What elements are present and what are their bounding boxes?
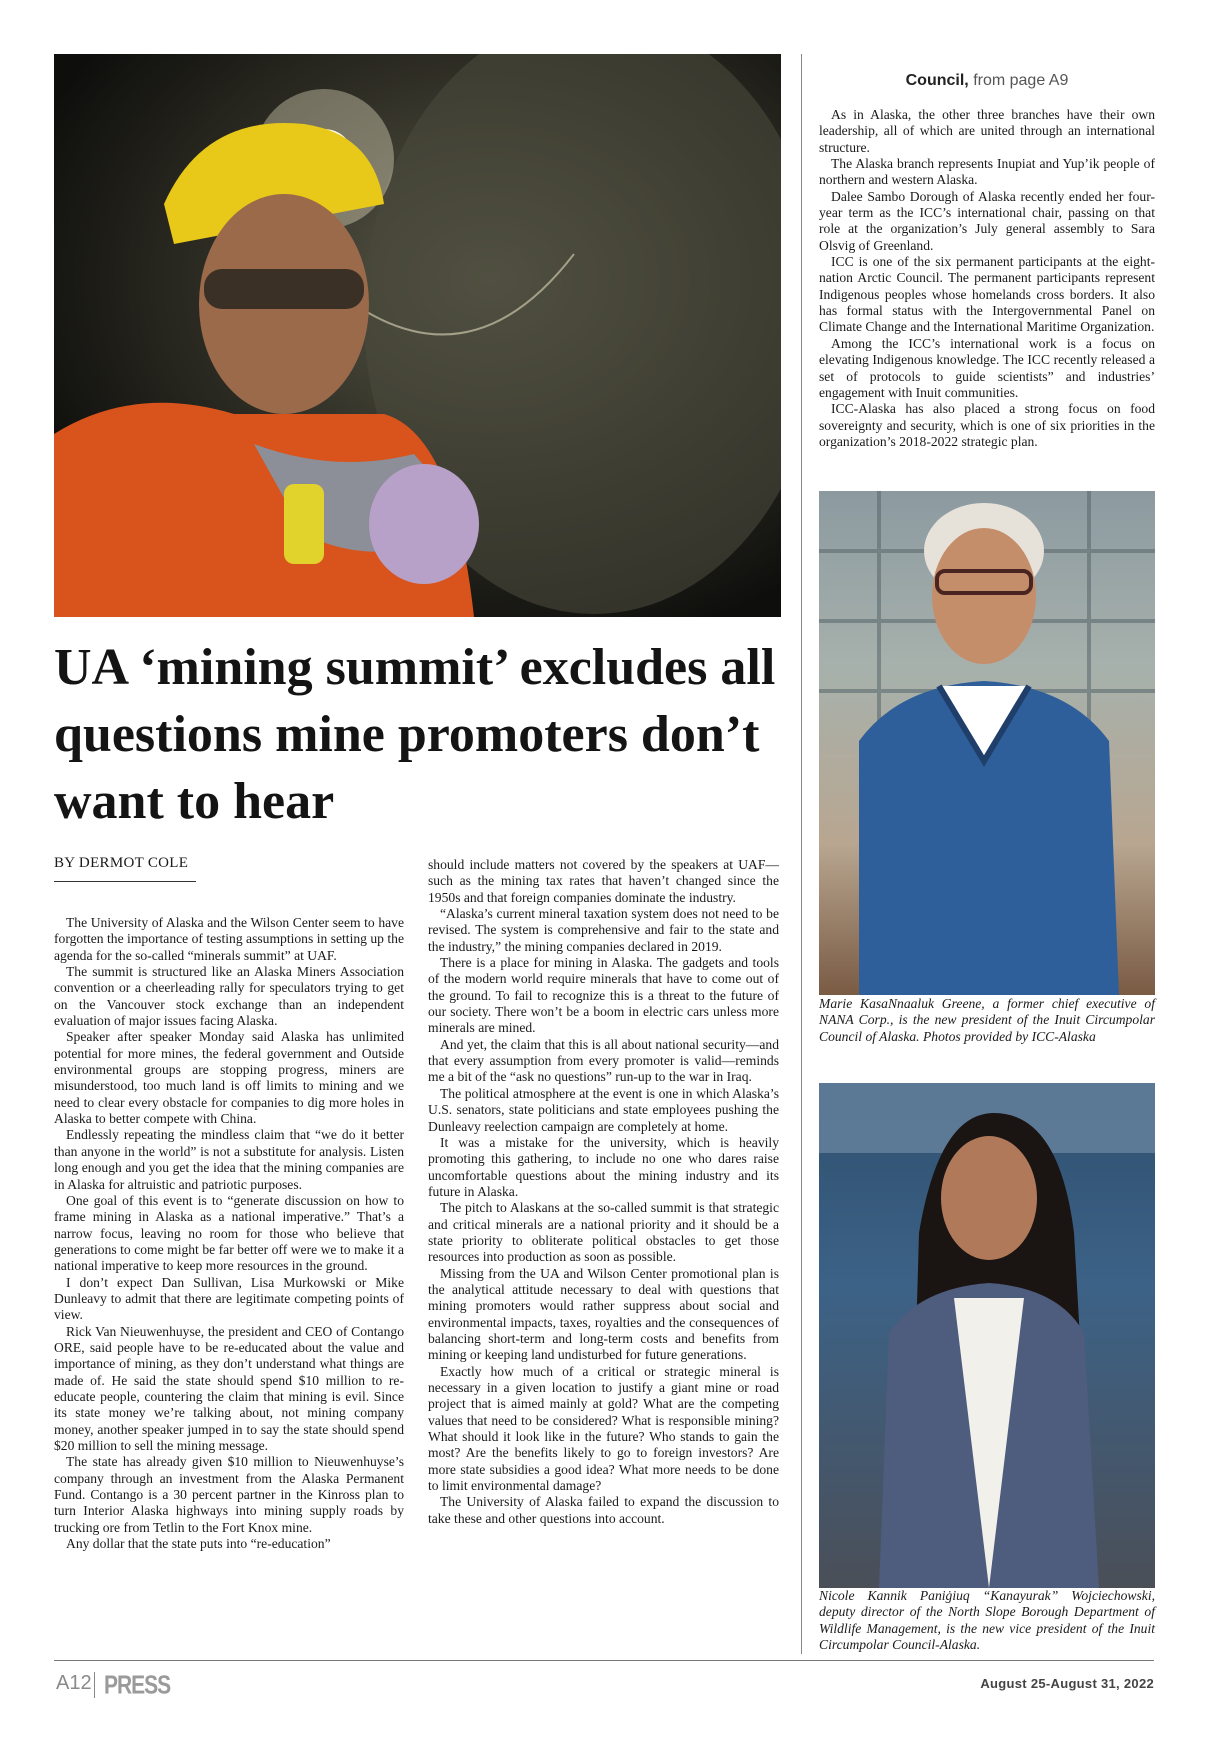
paragraph: Speaker after speaker Monday said Alaska has unlimited potential for more mines, the federal government and Outside environmental groups are stopping progress, miners are misunderstood, too much land is off limits to mining and we need to clear every obstacle for companies to dig more holes in Alaska to better compete with China. bbox=[54, 1029, 404, 1127]
paragraph: ICC is one of the six permanent participants at the eight-nation Arctic Council. The permanent participants represent Indigenous peoples whose homelands cross borders. It also has formal status with the Intergovernmental Panel on Climate Change and the International Maritime Organization. bbox=[819, 254, 1155, 335]
paragraph: The summit is structured like an Alaska Miners Association convention or a cheerleading rally for speculators trying to get on the Vancouver stock exchange than an independent evaluation of major issues facing Alaska. bbox=[54, 964, 404, 1029]
photo-caption: Marie KasaNnaaluk Greene, a former chief executive of NANA Corp., is the new president of the Inuit Circumpolar Council of Alaska. Photos provided by ICC-Alaska bbox=[819, 996, 1155, 1044]
footer-rule bbox=[54, 1660, 1154, 1661]
paragraph: And yet, the claim that this is all about national security—and that every assumption from every promoter is valid—reminds me a bit of the “ask no questions” run-up to the war in Iraq. bbox=[428, 1036, 779, 1085]
paragraph: should include matters not covered by the speakers at UAF—such as the mining tax rates that haven’t changed since the 1950s and that foreign companies dominate the industry. bbox=[428, 857, 779, 905]
article-column-middle bbox=[428, 857, 779, 1527]
article-headline: UA ‘mining summit’ excludes all questions mine promoters don’t want to hear bbox=[54, 639, 776, 830]
paragraph: Among the ICC’s international work is a focus on elevating Indigenous knowledge. The ICC recently released a set of protocols to guide scientists” and industries’ engagement with Inuit communities. bbox=[819, 335, 1155, 400]
paragraph: Missing from the UA and Wilson Center promotional plan is the analytical attitude necessary to deal with questions that mining promoters would rather suppress about social and environmental impacts, taxes, royalties and the consequences of balancing short-term and long-term costs and benefits from mining or keeping land undisturbed for future generations. bbox=[428, 1265, 779, 1363]
column-divider bbox=[801, 54, 802, 1654]
article-column-left bbox=[54, 915, 404, 1552]
paragraph: The state has already given $10 million to Nieuwenhuyse’s company through an investment from the Alaska Permanent Fund. Contango is a 30 percent partner in the Kinross plan to turn Interior Alaska highways into mining supply roads by trucking ore from Tetlin to the Fort Knox mine. bbox=[54, 1454, 404, 1535]
portrait-photo-wojciechowski bbox=[819, 1083, 1155, 1588]
paragraph: The Alaska branch represents Inupiat and Yup’ik people of northern and western Alaska. bbox=[819, 156, 1155, 188]
paragraph: Exactly how much of a critical or strategic mineral is necessary in a given location to justify a giant mine or road project that is aimed mainly at gold? What are the competing values that need to be considered? What is responsible mining? What should it look like in the future? Who stands to gain the most? Are the benefits likely to go to foreign investors? Are more state subsidies a good idea? What more needs to be done to limit environmental damage? bbox=[428, 1363, 779, 1494]
byline-underline bbox=[54, 881, 196, 882]
photo-caption: Nicole Kannik Paniġiuq “Kanayurak” Wojciechowski, deputy director of the North Slope Borough Department of Wildlife Management, is the new vice president of the Inuit Circumpolar Council-Alaska. bbox=[819, 1588, 1155, 1652]
paragraph: One goal of this event is to “generate discussion on how to frame mining in Alaska as a national imperative.” That’s a narrow focus, leaving no room for those who believe that generations to come might be far better off were we to make it a national imperative to keep more resources in the ground. bbox=[54, 1192, 404, 1274]
continued-article-column bbox=[819, 107, 1155, 450]
paragraph: “Alaska’s current mineral taxation system does not need to be revised. The system is comprehensive and fair to the state and the industry,” the mining companies declared in 2019. bbox=[428, 906, 779, 954]
paragraph: I don’t expect Dan Sullivan, Lisa Murkowski or Mike Dunleavy to admit that there are legitimate competing points of view. bbox=[54, 1274, 404, 1323]
paragraph: As in Alaska, the other three branches have their own leadership, all of which are united through an international structure. bbox=[819, 107, 1155, 155]
paragraph: The political atmosphere at the event is one in which Alaska’s U.S. senators, state politicians and state employees pushing the Dunleavy reelection campaign are completely at home. bbox=[428, 1085, 779, 1134]
paragraph: Rick Van Nieuwenhuyse, the president and CEO of Contango ORE, said people have to be re-educated about the value and importance of mining, as they don’t understand what things are made of. He said the state should spend $10 million to re-educate people, countering the claim that mining is evil. Since its state money we’re talking about, not mining company money, another speaker jumped in to say the state should spend $20 million to sell the mining message. bbox=[54, 1323, 404, 1453]
miner-photo bbox=[54, 54, 781, 617]
paragraph: It was a mistake for the university, which is heavily promoting this gathering, to include no one who dares raise uncomfortable questions about the mining industry and its future in Alaska. bbox=[428, 1134, 779, 1199]
paragraph: Any dollar that the state puts into “re-education” bbox=[66, 1536, 331, 1552]
footer-divider bbox=[94, 1672, 95, 1698]
portrait-photo-greene bbox=[819, 491, 1155, 995]
byline: BY DERMOT COLE bbox=[54, 855, 189, 871]
paragraph: ICC-Alaska has also placed a strong focus on food sovereignty and security, which is one of six priorities in the organization’s 2018-2022 strategic plan. bbox=[819, 401, 1155, 449]
paragraph: The University of Alaska failed to expand the discussion to take these and other questions into account. bbox=[428, 1494, 779, 1526]
paragraph: The pitch to Alaskans at the so-called summit is that strategic and critical minerals are a national priority and it should be a state priority to obliterate political obstacles to get those resources into production as soon as possible. bbox=[428, 1200, 779, 1265]
page-number: A12 bbox=[56, 1672, 92, 1694]
jump-title: Council, bbox=[905, 72, 969, 89]
paragraph: Endlessly repeating the mindless claim that “we do it better than anyone in the world” is not a substitute for analysis. Listen long enough and you get the idea that the mining companies are in Alaska for altruistic and patriotic purposes. bbox=[54, 1127, 404, 1192]
newspaper-logo: PRESS bbox=[104, 1671, 171, 1700]
paragraph: The University of Alaska and the Wilson Center seem to have forgotten the importance of testing assumptions in setting up the agenda for the so-called “minerals summit” at UAF. bbox=[54, 915, 404, 963]
continued-from-header bbox=[819, 72, 1155, 90]
issue-date: August 25-August 31, 2022 bbox=[980, 1676, 1154, 1691]
paragraph: There is a place for mining in Alaska. The gadgets and tools of the modern world require minerals that have to come out of the ground. To fail to recognize this is a threat to the future of our society. There won’t be a boom in electric cars unless more minerals are mined. bbox=[428, 955, 779, 1036]
paragraph: Dalee Sambo Dorough of Alaska recently ended her four-year term as the ICC’s international chair, passing on that role at the organization’s July general assembly to Sara Olsvig of Greenland. bbox=[819, 188, 1155, 253]
jump-source: from page A9 bbox=[973, 72, 1069, 89]
